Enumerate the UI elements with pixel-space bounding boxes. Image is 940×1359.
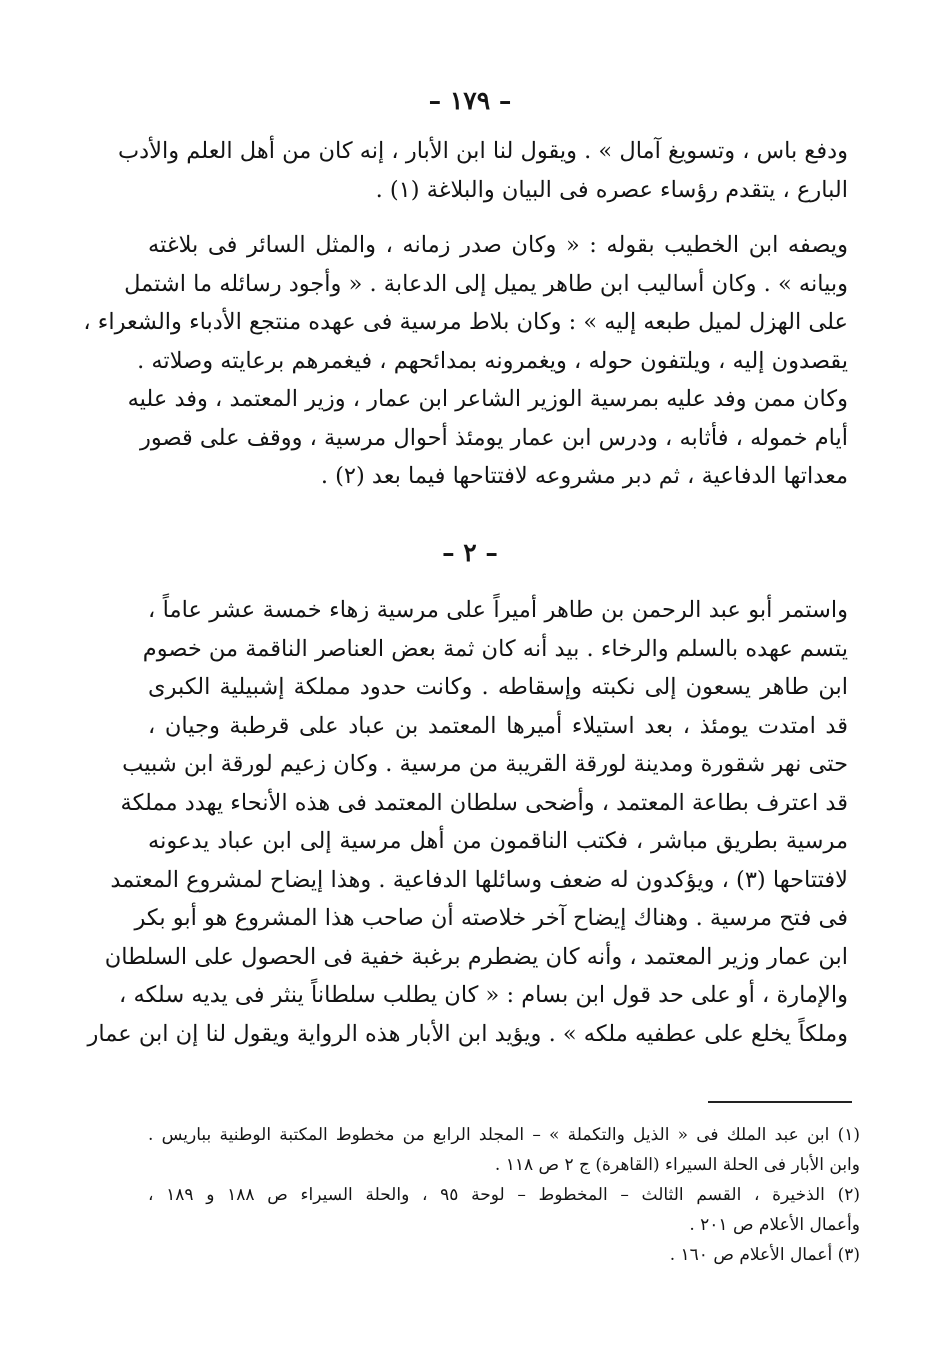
footnote-line: (١) ابن عبد الملك فى « الذيل والتكملة » – المجلد الرابع من مخطوط المكتبة الوطنية بباريس . [148,1125,860,1145]
footnote-line: وأعمال الأعلام ص ٢٠١ . [689,1215,860,1235]
footnote-line: وابن الأبار فى الحلة السيراء (القاهرة) ج ٢ ص ١١٨ . [494,1155,860,1175]
footnote-separator [708,1101,852,1103]
text-line: حتى نهر شقورة ومدينة لورقة القريبة من مرسية . وكان زعيم لورقة ابن شبيب [122,751,848,777]
footnotes [148,1120,860,1270]
text-line: يقصدون إليه ، ويلتفون حوله ، ويغمرونه بمدائحهم ، فيغمرهم برعايته وصلاته . [137,347,848,374]
text-line: والإمارة ، أو على حد قول ابن بسام : « كان يطلب سلطاناً ينثر فى يديه سلكه ، [119,982,848,1008]
text-line: ويصفه ابن الخطيب بقوله : « وكان صدر زمانه ، والمثل السائر فى بلاغته [148,232,848,258]
text-line: ودفع باس ، وتسويغ آمال » . ويقول لنا ابن الأبار ، إنه كان من أهل العلم والأدب [117,138,848,164]
text-line: يتسم عهده بالسلم والرخاء . بيد أنه كان ثمة بعض العناصر الناقمة من خصوم [142,635,848,662]
section-heading: – ٢ – [442,538,498,567]
page-number: – ١٧٩ – [428,86,512,115]
text-line: أيام خموله ، فأثابه ، ودرس ابن عمار يومئذ أحوال مرسية ، ووقف على قصور [140,424,848,451]
text-line: البارع ، يتقدم رؤساء عصره فى البيان والبلاغة (١) . [375,176,848,203]
text-line: على الهزل لميل طبعه إليه » : وكان بلاط مرسية فى عهده منتجع الأدباء والشعراء ، [83,309,848,335]
text-line: فى فتح مرسية . وهناك إيضاح آخر خلاصته أن صاحب هذا المشروع هو أبو بكر [134,905,848,931]
text-line: وملكاً يخلع على عطفيه ملكه » . ويؤيد ابن الأبار هذه الرواية ويقول لنا إن ابن عمار [87,1020,848,1047]
paragraph-3 [87,591,848,1053]
text-line: مرسية بطريق مباشر ، فكتب الناقمون من أهل مرسية إلى ابن عباد يدعونه [148,828,848,854]
text-line: معداتها الدفاعية ، ثم دبر مشروعه لافتتاحها فيما بعد (٢) . [320,463,848,489]
text-line: وكان ممن وفد عليه بمرسية الوزير الشاعر ابن عمار ، وزير المعتمد ، وفد عليه [127,386,848,412]
footnote-line: (٣) أعمال الأعلام ص ١٦٠ . [669,1245,860,1265]
text-line: ابن طاهر يسعون إلى نكبته وإسقاطه . وكانت حدود مملكة إشبيلية الكبرى [148,674,848,700]
text-line: وبيانه » . وكان أساليب ابن طاهر يميل إلى الدعابة . « وأجود رسائله ما اشتمل [124,270,848,297]
text-line: لافتتاحها (٣) ، ويؤكدون له ضعف وسائلها الدفاعية . وهذا إيضاح لمشروع المعتمد [110,866,848,893]
paragraph-1 [117,132,848,209]
text-line: قد اعترف بطاعة المعتمد ، وأضحى سلطان المعتمد فى هذه الأنحاء يهدد مملكة [120,789,848,816]
text-line: قد امتدت يومئذ ، بعد استيلاء أميرها المعتمد بن عباد على قرطبة وجيان ، [148,712,848,739]
text-line: واستمر أبو عبد الرحمن بن طاهر أميراً على مرسية زهاء خمسة عشر عاماً ، [148,597,848,623]
paragraph-2 [83,226,848,496]
text-line: ابن عمار وزير المعتمد ، وأنه كان يضطرم برغبة خفية فى الحصول على السلطان [104,943,848,970]
footnote-line: (٢) الذخيرة ، القسم الثالث – المخطوط – لوحة ٩٥ ، والحلة السيراء ص ١٨٨ و ١٨٩ ، [148,1185,860,1205]
